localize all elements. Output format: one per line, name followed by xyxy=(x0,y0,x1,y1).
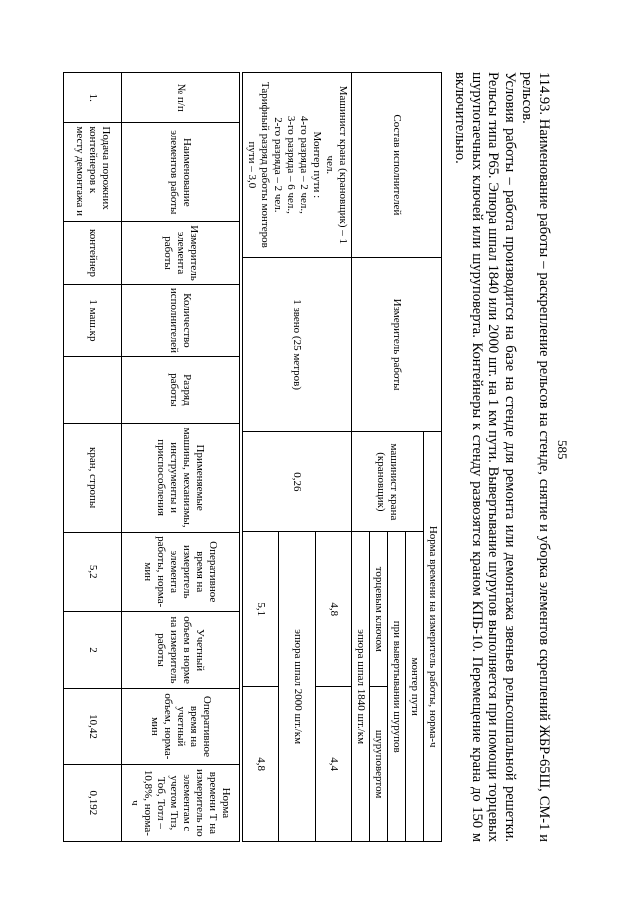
staff-line: 3-го разряда – 6 чел., xyxy=(285,115,297,214)
work-meter: 1 звено (25 метров) xyxy=(243,257,352,432)
norm-1840-key: 4,8 xyxy=(315,532,351,687)
row-tools: кран, стропы xyxy=(64,423,122,532)
norm-1840-screwdriver: 4,4 xyxy=(315,687,351,842)
row-element-name: Подача порожних контейнеров к месту демонтажа и xyxy=(64,123,122,222)
staff-composition xyxy=(243,73,352,258)
crane-operator-header: машинист крана (крановщик) xyxy=(352,432,424,532)
sleeper-2000-header: эпюра шпал 2000 шт./км xyxy=(279,532,315,842)
row-norm-time: 0,192 xyxy=(64,764,122,841)
header-operative-time: Оперативное время на измеритель элемента работы, норма-мин xyxy=(122,532,240,611)
header-norm-time: Норма времени Т на измеритель по элементам с учетом Тпз, Тоб, Тотл – 10,8%, норма-ч xyxy=(122,764,240,841)
row-element-meter: контейнер xyxy=(64,222,122,285)
row-workers-count: 1 маш.кр xyxy=(64,284,122,356)
row-operative-total: 10,42 xyxy=(64,689,122,765)
staff-line: 4-го разряда – 2 чел., xyxy=(298,115,310,214)
page-number: 585 xyxy=(555,440,570,460)
norm-2000-key: 5,1 xyxy=(243,532,279,687)
sleeper-1840-header: эпюра шпал 1840 шт./км xyxy=(352,532,370,842)
header-volume: Учетный объем в норме на измеритель работы xyxy=(122,611,240,688)
header-operative-total: Оперативное время на учетный объем, норма-мин xyxy=(122,689,240,765)
work-elements-table xyxy=(63,72,240,842)
header-tools: Применяемые машины, механизмы, инструменты и приспособления xyxy=(122,423,240,532)
section-heading: 114.93. Наименование работы – раскрепление рельсов на стенде, снятие и уборка элементов скреплений ЖБР-65Ш, СМ-1 и рельсов. xyxy=(519,72,552,842)
track-worker-header: монтер пути xyxy=(406,532,424,842)
staff-line: 2-го разряда – 2 чел. xyxy=(272,117,284,213)
header-element-name: Наименование элементов работы xyxy=(122,123,240,222)
table-row xyxy=(64,73,122,842)
header-num: № п/п xyxy=(122,73,240,123)
header-element-meter: Измеритель элемента работы xyxy=(122,222,240,285)
header-work-grade: Разряд работы xyxy=(122,357,240,424)
col-staff-header: Состав исполнителей xyxy=(352,73,442,258)
col-norm-header: Норма времени на измеритель работы, норма-ч xyxy=(424,432,442,842)
crane-norm-value: 0,26 xyxy=(243,432,352,532)
screwdriver-header: шуруповертом xyxy=(370,687,388,842)
row-work-grade xyxy=(64,357,122,424)
header-workers-count: Количество исполнителей xyxy=(122,284,240,356)
row-volume: 2 xyxy=(64,611,122,688)
staff-line: Монтер пути : xyxy=(311,131,323,199)
staff-norm-table xyxy=(242,72,442,842)
unscrewing-header: при вывертывании шурупов xyxy=(388,532,406,842)
work-conditions: Условия работы – работа производится на базе на стенде для ремонта или демонтажа звеньев рельсошпальной решетки. Рельсы типа Р65. Эпюра шпал 1840 или 2000 шт. на 1 км пути. Вывертывание шурупов выполняется при помощи торцевых шурупогаечных ключей или шуруповерта. Контейнеры к стенду развозятся краном КПБ-10. Перемещение крана до 150 м включительно. xyxy=(452,72,518,842)
row-num: 1. xyxy=(64,73,122,123)
staff-line: Тарифный разряд работы монтеров пути – 3,0 xyxy=(246,81,271,248)
norm-2000-screwdriver: 4,8 xyxy=(243,687,279,842)
row-operative-time: 5,2 xyxy=(64,532,122,611)
col-meter-header: Измеритель работы xyxy=(352,257,442,432)
staff-line: Машинист крана (крановщик) – 1 чел. xyxy=(324,85,349,245)
end-key-header: торцевым ключом xyxy=(370,532,388,687)
